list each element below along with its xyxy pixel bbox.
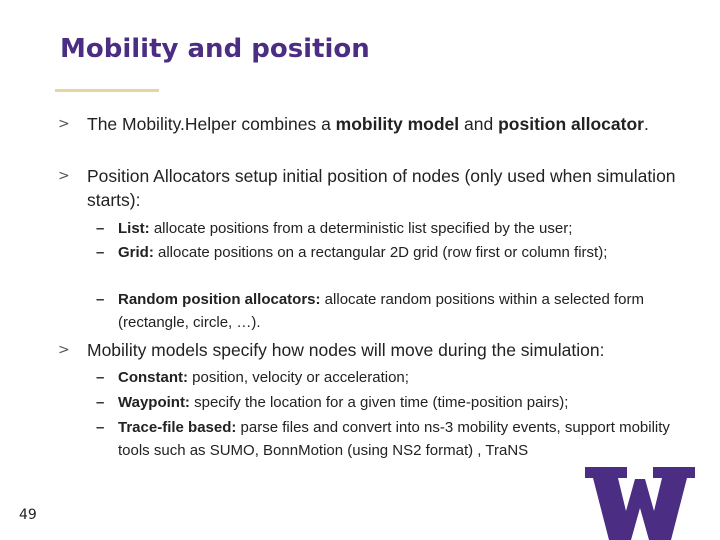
bullet-mobility-helper: [58, 112, 687, 136]
sub-bullet-text: allocate positions from a deterministic list specified by the user;: [149, 220, 573, 237]
sub-bullet-label: Waypoint:: [118, 394, 190, 411]
sub-bullet-label: Random position allocators:: [118, 291, 321, 308]
sub-bullet-label: Constant:: [118, 369, 188, 386]
sub-bullet-label: List:: [118, 220, 150, 237]
chevron-right-icon: >: [58, 168, 70, 184]
bullet-position-allocators: [58, 164, 687, 212]
sub-bullet-text: allocate positions on a rectangular 2D grid (row first or column first);: [153, 244, 608, 261]
en-dash-icon: –: [96, 220, 105, 237]
university-w-logo: [585, 465, 695, 540]
sub-bullet-label: Grid:: [118, 244, 154, 261]
sub-bullet-text: specify the location for a given time (time-position pairs);: [189, 394, 569, 411]
page-title: Mobility and position: [60, 34, 370, 64]
bullet-text: and: [459, 114, 499, 134]
sub-bullet-trace-file-model: [96, 416, 693, 462]
bullet-text: The Mobility.Helper combines a: [87, 114, 336, 134]
sub-bullet-text: position, velocity or acceleration;: [188, 369, 409, 386]
sub-bullet-grid-allocator: [96, 241, 678, 264]
sub-bullet-label: Trace-file based:: [118, 419, 237, 436]
en-dash-icon: –: [96, 419, 105, 436]
sub-bullet-random-allocator: [96, 288, 678, 334]
bullet-bold-term: position allocator: [498, 114, 644, 134]
bullet-bold-term: mobility model: [335, 114, 460, 134]
bullet-mobility-models: [58, 338, 707, 362]
chevron-right-icon: >: [58, 116, 70, 132]
title-underline: [55, 89, 159, 92]
sub-bullet-text: parse files and convert into ns-3 mobility events, support mobility tools such as SUMO, BonnMotion (using NS2 format) , TraNS: [118, 419, 670, 459]
sub-bullet-constant-model: [96, 366, 678, 389]
en-dash-icon: –: [96, 244, 105, 261]
en-dash-icon: –: [96, 394, 105, 411]
sub-bullet-list-allocator: [96, 217, 678, 240]
sub-bullet-text: allocate random positions within a selected form (rectangle, circle, …).: [118, 291, 645, 331]
bullet-text: Position Allocators setup initial position of nodes (only used when simulation starts):: [87, 166, 676, 210]
chevron-right-icon: >: [58, 342, 70, 358]
en-dash-icon: –: [96, 369, 105, 386]
en-dash-icon: –: [96, 291, 105, 308]
logo-w-shape: [585, 467, 695, 540]
sub-bullet-waypoint-model: [96, 391, 678, 414]
bullet-text: .: [643, 114, 649, 134]
page-number: 49: [19, 507, 37, 523]
bullet-text: Mobility models specify how nodes will move during the simulation:: [87, 340, 605, 360]
